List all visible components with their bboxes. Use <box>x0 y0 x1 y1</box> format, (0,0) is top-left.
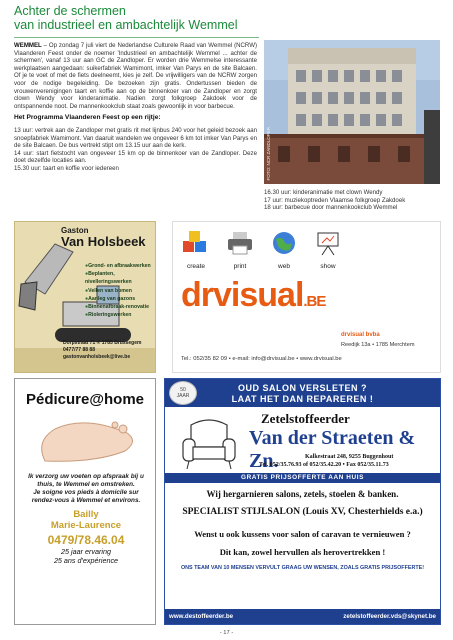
factory-building-photo <box>264 40 440 184</box>
schedule-item: 18 uur: barbecue door mannenkookclub Wemmel <box>264 204 398 212</box>
article-lead-word: WEMMEL <box>14 42 42 49</box>
vds-line-wish: Wenst u ook kussens voor salon of caravan te vernieuwen ? <box>194 529 411 539</box>
article-title-line2: van industrieel en ambachtelijk Wemmel <box>14 18 238 32</box>
ad-drvisual <box>172 221 441 373</box>
article-subheading: Het Programma Vlaanderen Feest op een rijtje: <box>14 114 161 122</box>
vds-line-special: SPECIALIST STIJLSALON (Louis XV, Chesterhields e.a.) <box>182 507 423 517</box>
drvisual-icon-label: web <box>278 263 290 270</box>
article-title <box>14 4 254 32</box>
ad-van-der-straeten <box>164 378 441 625</box>
pedicure-name-line2: Marie-Laurence <box>50 520 122 531</box>
photo-credit: FOTO: NCR ZANDLOPER <box>266 126 271 180</box>
drvisual-icon-label: print <box>233 263 247 270</box>
abc-blocks-icon <box>182 230 210 256</box>
gaston-service: ● Rioleringswerken <box>85 311 155 319</box>
vds-kind: Zetelstoffeerder <box>261 411 350 426</box>
vds-tel: Tel. 052/35.76.93 of 052/35.42.20 • Fax 052/35.11.73 <box>259 462 389 468</box>
vds-web[interactable]: www.destoffeerder.be <box>169 613 234 620</box>
gaston-services-list <box>85 262 155 319</box>
vds-footer <box>165 609 440 624</box>
globe-icon <box>270 230 298 256</box>
drvisual-contact: Tel.: 052/35 82 09 • e-mail: info@drvisual.be • www.drvisual.be <box>181 356 342 362</box>
pedicure-experience-fr: 25 ans d'expérience <box>53 556 119 565</box>
drvisual-logo-main: drvisual <box>181 276 304 314</box>
schedule-item: 14 uur: start fietstocht van ongeveer 15 km op de binnenkoer van de Zandloper. Deze doet dezelfde locaties aan. <box>14 149 257 165</box>
gaston-phone: 0477/77 88 88 <box>63 347 95 353</box>
armchair-icon <box>179 413 239 471</box>
drvisual-logo <box>181 276 325 315</box>
vds-address: Kalkestraat 248, 9255 Buggenhout <box>305 454 394 460</box>
schedule-item: 15.30 uur: taart en koffie voor iedereen <box>14 164 119 172</box>
vds-anniversary-badge <box>169 381 197 405</box>
pedicure-experience-nl: 25 jaar ervaring <box>61 547 111 556</box>
gaston-contact <box>63 340 141 361</box>
pedicure-text-nl: Ik verzorg uw voeten op afspraak bij u thuis, te Wemmel en omstreken. <box>28 473 144 488</box>
gaston-service: ● Grond- en afbraakwerken <box>85 262 155 270</box>
schedule-item: 13 uur: vertrek aan de Zandloper met gratis rit met lijnbus 240 voor het geleid bezoek aan snoepfabriek Wamimont. Van daaruit wandelen we ongeveer 6 km tot imker Van Parys en de site Balcaen. De bus vertrekt stipt om 13.15 uur aan de kerk. <box>14 126 257 150</box>
schedule-item: 17 uur: muziekoptreden Vlaamse folkgroep Zakdoek <box>264 196 406 204</box>
drvisual-icon-label: show <box>320 263 336 270</box>
gaston-service: ● Binnenafbraak-renovatie <box>85 303 155 311</box>
title-divider <box>14 37 259 38</box>
vds-badge-number: 50 <box>180 387 186 393</box>
drvisual-icon-label: create <box>186 263 206 270</box>
drvisual-icon-web <box>269 230 299 270</box>
gaston-service: ● Beplanten, nivelleringswerken <box>85 270 155 286</box>
pedicure-text-fr: Je soigne vos pieds à domicile sur rendez-vous à Wemmel et environs. <box>31 489 141 504</box>
vds-line-services: Wij hergarnieren salons, zetels, stoelen & banken. <box>206 489 399 499</box>
drvisual-company: drvisual bvba <box>341 332 380 338</box>
drvisual-icon-show <box>313 230 343 270</box>
gaston-first-name: Gaston <box>61 226 89 235</box>
schedule-item: 16.30 uur: kinderanimatie met clown Wendy <box>264 189 383 196</box>
gaston-last-name: Van Holsbeek <box>61 234 146 249</box>
drvisual-logo-suffix: .BE <box>303 293 326 310</box>
drvisual-icon-create <box>181 230 211 270</box>
schedule-continued <box>264 189 444 212</box>
gaston-service: ● Vellen van bomen <box>85 287 155 295</box>
vds-email[interactable]: zetelstoffeerder.vds@skynet.be <box>343 613 436 620</box>
article-photo <box>264 40 440 184</box>
article-title-line1: Achter de schermen <box>14 4 126 18</box>
easel-icon <box>314 230 342 256</box>
drvisual-address: Reedijk 13a • 1785 Merchtem <box>341 342 415 348</box>
pedicure-phone: 0479/78.46.04 <box>47 533 125 547</box>
article-paragraph <box>14 42 257 110</box>
gaston-email: gastonvanholsbeek@live.be <box>63 354 131 360</box>
vds-line-fill: Dit kan, zowel hervullen als herovertrekken ! <box>219 547 386 557</box>
printer-icon <box>226 230 254 256</box>
vds-banner <box>165 379 440 407</box>
vds-offer: GRATIS PRIJSOFFERTE AAN HUIS <box>165 473 440 483</box>
drvisual-icon-print <box>225 230 255 270</box>
vds-badge-word: JAAR <box>176 393 190 399</box>
ad-gaston-van-holsbeek <box>14 221 156 373</box>
page-number: - 17 - <box>219 630 234 636</box>
ad-pedicure <box>14 378 156 625</box>
gaston-address: Dorpstraat 71 ® 1785 Brussegem <box>63 340 142 346</box>
gaston-service: ● Aanleg van gazons <box>85 295 155 303</box>
pedicure-info <box>23 473 149 623</box>
foot-icon <box>15 411 156 471</box>
pedicure-name-line1: Bailly <box>73 509 99 520</box>
article-body <box>14 42 257 173</box>
vds-line-clients: ONS TEAM VAN 10 MENSEN VERVULT GRAAG UW WENSEN, ZOALS GRATIS PRIJSOFFERTE! <box>180 565 425 571</box>
vds-banner-line1: OUD SALON VERSLETEN ? <box>237 383 367 393</box>
vds-banner-line2: LAAT HET DAN REPAREREN ! <box>231 394 374 404</box>
vds-name: Van der Straeten & Zn. <box>249 427 416 472</box>
article-paragraph-text: – Op zondag 7 juli viert de Nederlandse Culturele Raad van Wemmel (NCRW) Vlaanderen Feest onder de noemer 'Industrieel en ambachtelijk Wemmel ... achter de schermen', vanaf 13 uur aan GC de Zandloper. Er worden drie Wemmelse interessante werkplaatsen aangedaan: suikerfabriek Wamimont, imker Van Parys en de site Balcaen. Of je te voet of met de fiets deelneemt, kies je zelf. De vrijwilligers van de NCRW zorgen voor de nodige begeleiding. De bezoeken zijn gratis. Ondertussen bieden de vrouwenverenigingen taart en koffie aan op de binnenkoer van de Zandloper en zorgt clown Wendy voor kinderanimatie. Nadien zorgt folkgroep Zakdoek voor de ontspannende noot. De mannenkookclub staat zoals gewoonlijk in voor barbecue. <box>14 42 257 110</box>
pedicure-title: Pédicure@home <box>26 391 144 408</box>
drvisual-icons-row <box>181 230 343 270</box>
